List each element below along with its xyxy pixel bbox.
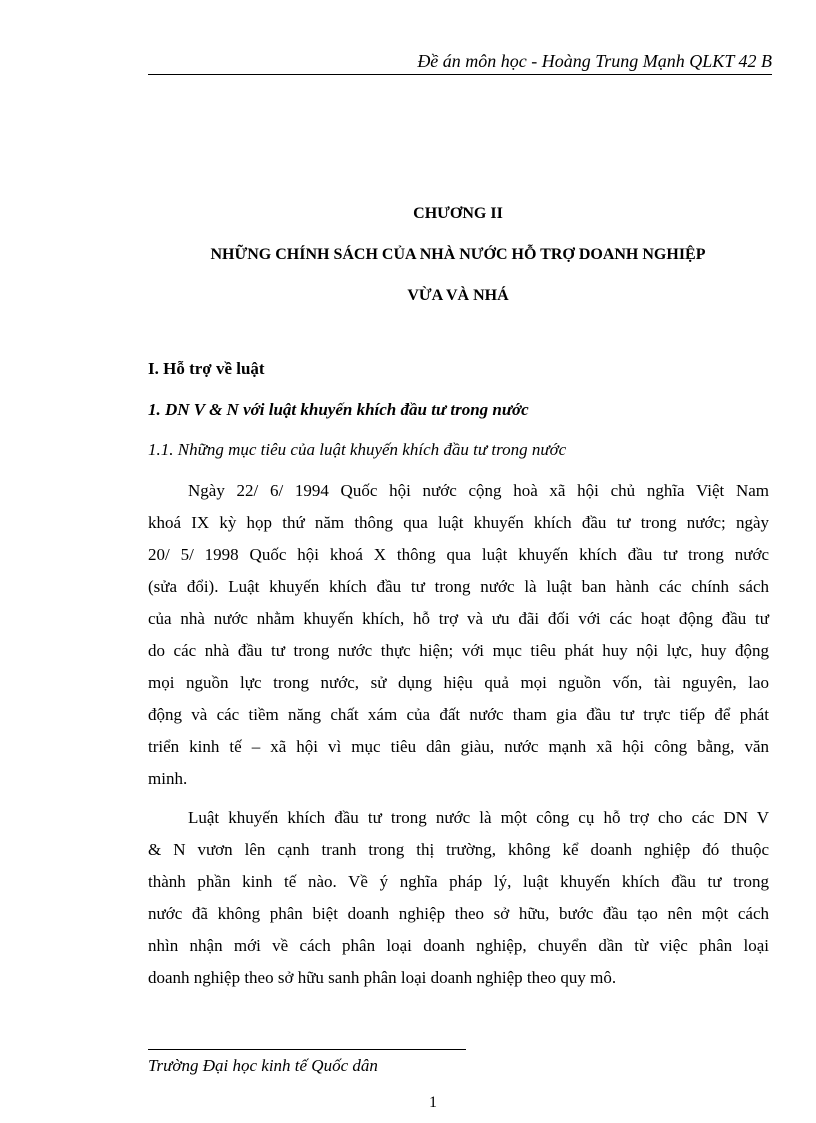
subsubsection-heading: 1.1. Những mục tiêu của luật khuyến khích đầu tư trong nước xyxy=(148,440,567,459)
paragraph-2 xyxy=(148,802,769,994)
paragraph-line: triển kinh tế – xã hội vì mục tiêu dân giàu, nước mạnh xã hội công bằng, văn xyxy=(148,737,769,756)
paragraph-line: (sửa đổi). Luật khuyến khích đầu tư trong nước là luật ban hành các chính sách xyxy=(148,577,769,596)
chapter-title-line-2: VỪA VÀ NHÁ xyxy=(407,287,509,304)
running-header: Đề án môn học - Hoàng Trung Mạnh QLKT 42 B xyxy=(417,51,772,71)
footer-institution: Trường Đại học kinh tế Quốc dân xyxy=(148,1056,378,1075)
paragraph-line: minh. xyxy=(148,769,188,788)
chapter-title-line-1: NHỮNG CHÍNH SÁCH CỦA NHÀ NƯỚC HỖ TRỢ DOANH NGHIỆP xyxy=(210,246,706,263)
paragraph-line: thành phần kinh tế nào. Về ý nghĩa pháp lý, luật khuyến khích đầu tư trong xyxy=(148,872,769,891)
section-heading: I. Hỗ trợ về luật xyxy=(148,359,265,378)
paragraph-line: nước đã không phân biệt doanh nghiệp theo sở hữu, bước đầu tạo nên một cách xyxy=(148,904,769,923)
page-number: 1 xyxy=(429,1094,437,1111)
paragraph-line: động và các tiềm năng chất xám của đất nước tham gia đầu tư trực tiếp để phát xyxy=(148,705,769,724)
paragraph-line: 20/ 5/ 1998 Quốc hội khoá X thông qua luật khuyến khích đầu tư trong nước xyxy=(148,545,769,564)
paragraph-line: của nhà nước nhằm khuyến khích, hỗ trợ và ưu đãi đối với các hoạt động đầu tư xyxy=(148,609,769,628)
paragraph-line: do các nhà đầu tư trong nước thực hiện; với mục tiêu phát huy nội lực, huy động xyxy=(148,641,769,660)
subsection-heading: 1. DN V & N với luật khuyến khích đầu tư trong nước xyxy=(148,400,529,419)
paragraph-line: nhìn nhận mới về cách phân loại doanh nghiệp, chuyển dần từ việc phân loại xyxy=(148,936,769,955)
paragraph-line: doanh nghiệp theo sở hữu sanh phân loại doanh nghiệp theo quy mô. xyxy=(148,968,617,987)
paragraph-line: mọi nguồn lực trong nước, sử dụng hiệu quả mọi nguồn vốn, tài nguyên, lao xyxy=(148,673,769,692)
paragraph-line: Luật khuyến khích đầu tư trong nước là một công cụ hỗ trợ cho các DN V xyxy=(188,808,769,827)
paragraph-line: & N vươn lên cạnh tranh trong thị trường, không kể doanh nghiệp đó thuộc xyxy=(148,840,769,859)
header-divider xyxy=(148,74,772,75)
paragraph-line: Ngày 22/ 6/ 1994 Quốc hội nước cộng hoà xã hội chủ nghĩa Việt Nam xyxy=(188,481,769,500)
paragraph-1 xyxy=(148,475,769,795)
paragraph-line: khoá IX kỳ họp thứ năm thông qua luật khuyến khích đầu tư trong nước; ngày xyxy=(148,513,769,532)
footer-divider xyxy=(148,1049,466,1050)
chapter-number: CHƯƠNG II xyxy=(413,205,503,222)
